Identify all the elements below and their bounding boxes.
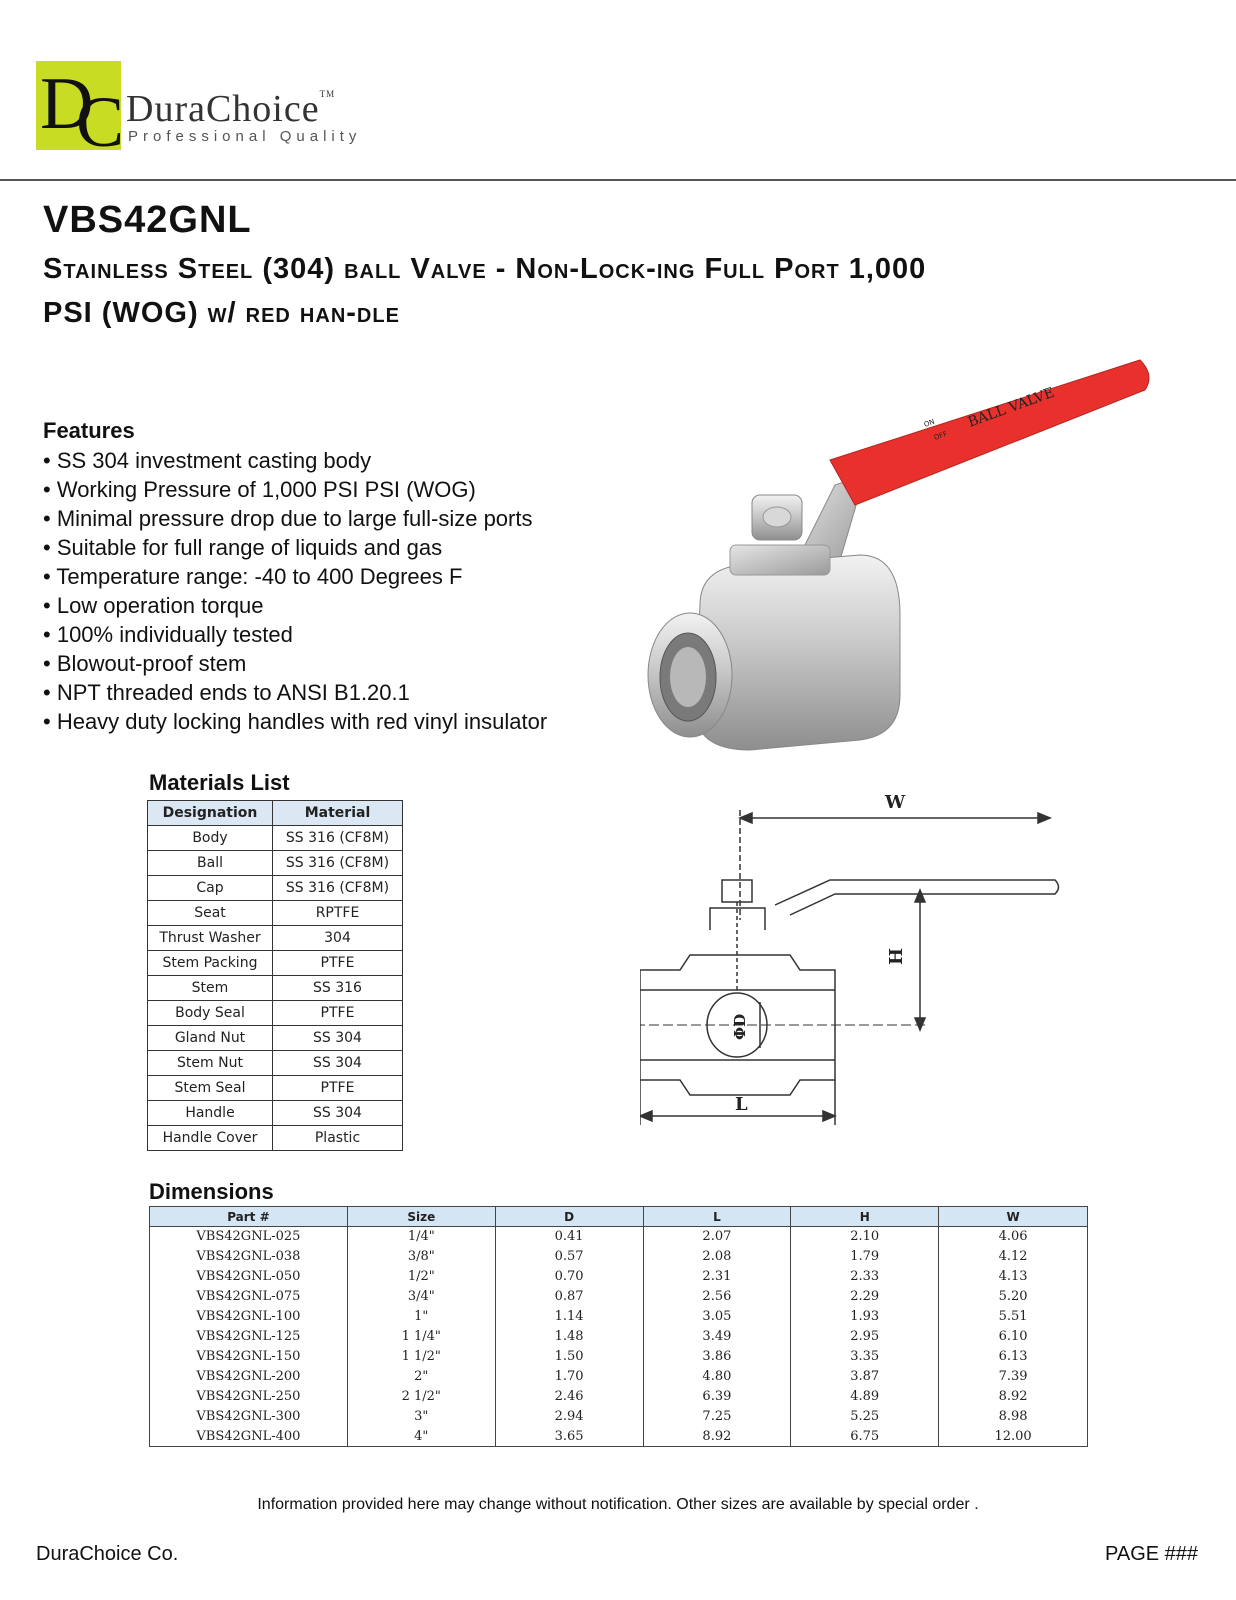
table-cell: Seat: [148, 901, 273, 926]
table-cell: 2 1/2": [347, 1387, 495, 1407]
table-row: [148, 926, 403, 951]
table-cell: PTFE: [273, 951, 403, 976]
feature-item: • Suitable for full range of liquids and gas: [43, 533, 547, 562]
table-cell: 3/8": [347, 1247, 495, 1267]
table-cell: VBS42GNL-400: [150, 1427, 348, 1447]
table-cell: Stem Packing: [148, 951, 273, 976]
table-cell: Stem Seal: [148, 1076, 273, 1101]
table-cell: 2.56: [643, 1287, 791, 1307]
table-cell: Body Seal: [148, 1001, 273, 1026]
table-cell: 4.06: [939, 1227, 1088, 1247]
dimensions-table: [149, 1206, 1088, 1447]
table-cell: RPTFE: [273, 901, 403, 926]
column-header: Size: [347, 1207, 495, 1227]
table-cell: VBS42GNL-038: [150, 1247, 348, 1267]
model-number: VBS42GNL: [43, 199, 252, 241]
table-cell: 0.41: [495, 1227, 643, 1247]
table-cell: SS 316: [273, 976, 403, 1001]
table-row: [148, 826, 403, 851]
table-cell: Body: [148, 826, 273, 851]
table-cell: 2.31: [643, 1267, 791, 1287]
table-row: [148, 951, 403, 976]
l-label: L: [735, 1094, 748, 1115]
table-row: [150, 1347, 1088, 1367]
table-cell: VBS42GNL-050: [150, 1267, 348, 1287]
table-cell: Plastic: [273, 1126, 403, 1151]
table-cell: 8.98: [939, 1407, 1088, 1427]
table-cell: Stem Nut: [148, 1051, 273, 1076]
column-header: Designation: [148, 801, 273, 826]
table-row: [148, 1076, 403, 1101]
w-label: W: [885, 792, 906, 813]
table-row: [150, 1307, 1088, 1327]
table-cell: 3.87: [791, 1367, 939, 1387]
column-header: Part #: [150, 1207, 348, 1227]
table-cell: 6.39: [643, 1387, 791, 1407]
ball-valve-photo: [640, 355, 1180, 775]
column-header: W: [939, 1207, 1088, 1227]
feature-item: • Working Pressure of 1,000 PSI PSI (WOG): [43, 475, 547, 504]
table-cell: 2.10: [791, 1227, 939, 1247]
feature-item: • Blowout-proof stem: [43, 649, 547, 678]
feature-item: • Temperature range: -40 to 400 Degrees F: [43, 562, 547, 591]
table-cell: 2.95: [791, 1327, 939, 1347]
table-cell: 8.92: [939, 1387, 1088, 1407]
table-cell: 7.25: [643, 1407, 791, 1427]
stem-nut-top: [763, 507, 791, 527]
table-row: [148, 1001, 403, 1026]
handle-label: BALL VALVE: [965, 384, 1057, 431]
table-row: [150, 1267, 1088, 1287]
handle-off-label: OFF: [932, 429, 949, 442]
table-cell: 2": [347, 1367, 495, 1387]
table-cell: 1.79: [791, 1247, 939, 1267]
feature-item: • SS 304 investment casting body: [43, 446, 547, 475]
table-cell: 7.39: [939, 1367, 1088, 1387]
table-cell: 2.94: [495, 1407, 643, 1427]
table-cell: VBS42GNL-075: [150, 1287, 348, 1307]
column-header: D: [495, 1207, 643, 1227]
table-cell: VBS42GNL-250: [150, 1387, 348, 1407]
table-cell: VBS42GNL-200: [150, 1367, 348, 1387]
table-row: [150, 1367, 1088, 1387]
table-cell: PTFE: [273, 1001, 403, 1026]
table-row: [150, 1407, 1088, 1427]
table-row: [148, 1026, 403, 1051]
product-title: Stainless Steel (304) ball Valve - Non-Lock-ing Full Port 1,000 PSI (WOG) w/ red han-dle: [43, 253, 927, 329]
table-cell: Handle: [148, 1101, 273, 1126]
table-cell: 4.13: [939, 1267, 1088, 1287]
table-cell: 1.70: [495, 1367, 643, 1387]
table-row: [150, 1287, 1088, 1307]
table-row: [150, 1327, 1088, 1347]
materials-table: [147, 800, 403, 1151]
table-cell: VBS42GNL-300: [150, 1407, 348, 1427]
table-cell: SS 316 (CF8M): [273, 876, 403, 901]
table-cell: 3.86: [643, 1347, 791, 1367]
dimensions-table-body: [150, 1227, 1088, 1447]
table-cell: Handle Cover: [148, 1126, 273, 1151]
table-row: [148, 851, 403, 876]
table-row: [148, 976, 403, 1001]
column-header: L: [643, 1207, 791, 1227]
table-cell: VBS42GNL-100: [150, 1307, 348, 1327]
disclaimer-notice: Information provided here may change without notification. Other sizes are available by special order .: [257, 1496, 979, 1513]
table-cell: 6.13: [939, 1347, 1088, 1367]
dimensions-heading: Dimensions: [149, 1179, 274, 1204]
table-cell: 3.35: [791, 1347, 939, 1367]
table-cell: 2.29: [791, 1287, 939, 1307]
table-cell: 4": [347, 1427, 495, 1447]
table-header-row: [150, 1207, 1088, 1227]
table-row: [148, 1101, 403, 1126]
company-logo: [36, 61, 436, 162]
brand-text: DuraChoice: [126, 88, 320, 130]
table-cell: Stem: [148, 976, 273, 1001]
brand-name: [126, 87, 335, 131]
table-cell: 3.49: [643, 1327, 791, 1347]
table-cell: 12.00: [939, 1427, 1088, 1447]
table-cell: 0.57: [495, 1247, 643, 1267]
logo-letter-d: D: [40, 63, 94, 145]
feature-item: • Minimal pressure drop due to large full-size ports: [43, 504, 547, 533]
header-divider: [0, 179, 1236, 181]
trademark: TM: [319, 89, 336, 99]
table-cell: 1.50: [495, 1347, 643, 1367]
table-cell: SS 316 (CF8M): [273, 851, 403, 876]
table-cell: 6.10: [939, 1327, 1088, 1347]
table-header-row: [148, 801, 403, 826]
table-cell: 3.05: [643, 1307, 791, 1327]
table-cell: VBS42GNL-150: [150, 1347, 348, 1367]
table-cell: 4.89: [791, 1387, 939, 1407]
table-cell: 1.48: [495, 1327, 643, 1347]
h-label: H: [886, 947, 907, 965]
table-cell: 5.51: [939, 1307, 1088, 1327]
table-cell: 304: [273, 926, 403, 951]
table-row: [150, 1247, 1088, 1267]
table-cell: Ball: [148, 851, 273, 876]
column-header: Material: [273, 801, 403, 826]
table-cell: 5.20: [939, 1287, 1088, 1307]
table-cell: VBS42GNL-025: [150, 1227, 348, 1247]
table-cell: 8.92: [643, 1427, 791, 1447]
table-cell: PTFE: [273, 1076, 403, 1101]
table-cell: 1.93: [791, 1307, 939, 1327]
table-cell: Gland Nut: [148, 1026, 273, 1051]
table-cell: 1/2": [347, 1267, 495, 1287]
d-label: ΦD: [731, 1013, 749, 1040]
table-cell: 4.12: [939, 1247, 1088, 1267]
table-row: [148, 1051, 403, 1076]
logo-letter-c: C: [76, 82, 125, 162]
table-cell: SS 304: [273, 1101, 403, 1126]
footer-page-number: PAGE ###: [1105, 1543, 1199, 1565]
table-row: [148, 901, 403, 926]
table-cell: Cap: [148, 876, 273, 901]
table-cell: 1/4": [347, 1227, 495, 1247]
table-cell: VBS42GNL-125: [150, 1327, 348, 1347]
valve-dimension-drawing: [640, 790, 1060, 1150]
table-cell: 1": [347, 1307, 495, 1327]
feature-item: • Low operation torque: [43, 591, 547, 620]
table-row: [150, 1387, 1088, 1407]
table-cell: 1.14: [495, 1307, 643, 1327]
materials-heading: Materials List: [149, 770, 290, 795]
footer-company: DuraChoice Co.: [36, 1543, 179, 1565]
feature-item: • 100% individually tested: [43, 620, 547, 649]
red-handle: [830, 360, 1149, 505]
table-cell: 3.65: [495, 1427, 643, 1447]
table-row: [150, 1227, 1088, 1247]
table-cell: 2.08: [643, 1247, 791, 1267]
feature-item: • Heavy duty locking handles with red vinyl insulator: [43, 707, 547, 736]
table-cell: 2.33: [791, 1267, 939, 1287]
table-cell: 2.46: [495, 1387, 643, 1407]
table-cell: SS 304: [273, 1026, 403, 1051]
table-row: [150, 1427, 1088, 1447]
table-cell: 5.25: [791, 1407, 939, 1427]
table-row: [148, 1126, 403, 1151]
table-cell: Thrust Washer: [148, 926, 273, 951]
features-heading: Features: [43, 418, 135, 443]
drawing-stem-nut: [722, 880, 752, 902]
brand-tagline: Professional Quality: [128, 128, 362, 145]
port-bore: [670, 647, 706, 707]
table-cell: 2.07: [643, 1227, 791, 1247]
table-cell: 4.80: [643, 1367, 791, 1387]
table-row: [148, 876, 403, 901]
body-neck: [730, 545, 830, 575]
table-cell: 3": [347, 1407, 495, 1427]
column-header: H: [791, 1207, 939, 1227]
table-cell: 1 1/2": [347, 1347, 495, 1367]
table-cell: 6.75: [791, 1427, 939, 1447]
table-cell: 0.70: [495, 1267, 643, 1287]
table-cell: 3/4": [347, 1287, 495, 1307]
handle-on-label: ON: [922, 417, 936, 429]
features-list: [43, 446, 547, 736]
table-cell: 1 1/4": [347, 1327, 495, 1347]
table-cell: SS 304: [273, 1051, 403, 1076]
feature-item: • NPT threaded ends to ANSI B1.20.1: [43, 678, 547, 707]
table-cell: SS 316 (CF8M): [273, 826, 403, 851]
table-cell: 0.87: [495, 1287, 643, 1307]
logo-mark: [36, 61, 125, 162]
